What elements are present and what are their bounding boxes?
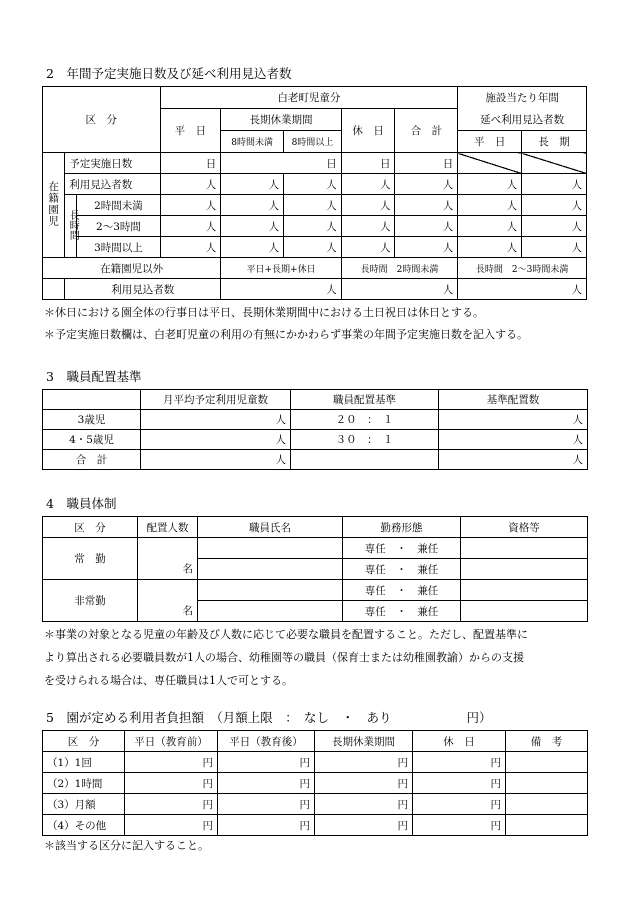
header-remarks: 備 考 bbox=[506, 731, 588, 752]
cell-unit: 人 bbox=[341, 237, 395, 258]
cell-unit: 円 bbox=[125, 752, 218, 773]
staffing-standard-table bbox=[42, 389, 588, 470]
cell-unit: 人 bbox=[439, 450, 588, 470]
cell-unit: 人 bbox=[221, 279, 342, 300]
cell-unit: 人 bbox=[458, 237, 522, 258]
cell-unit: 日 bbox=[395, 153, 458, 174]
row-riyo-label: 利用見込者数 bbox=[65, 174, 160, 195]
cell-unit: 人 bbox=[221, 237, 284, 258]
row-yotei-label: 予定実施日数 bbox=[65, 153, 160, 174]
header-under8: 8時間未満 bbox=[221, 131, 284, 153]
row-label: 4・5歳児 bbox=[43, 430, 141, 450]
cell-unit: 人 bbox=[458, 216, 522, 237]
cell-unit: 円 bbox=[315, 773, 413, 794]
cell-unit: 人 bbox=[221, 216, 284, 237]
name-cell bbox=[198, 559, 343, 580]
diagonal-cell bbox=[458, 153, 522, 174]
remarks-cell bbox=[506, 752, 588, 773]
qualification-cell bbox=[461, 559, 588, 580]
cell-unit: 人 bbox=[522, 195, 587, 216]
cell-unit: 人 bbox=[160, 237, 221, 258]
cell-ratio: ３０ ： １ bbox=[291, 430, 439, 450]
schedule-table bbox=[42, 86, 587, 300]
cell-unit: 日 bbox=[221, 153, 342, 174]
section-4-note-1: ＊事業の対象となる児童の年齢及び人数に応じて必要な職員を配置すること。ただし、配置基準に bbox=[44, 628, 528, 641]
name-cell bbox=[198, 601, 343, 622]
cell-unit: 円 bbox=[125, 794, 218, 815]
cell-unit: 人 bbox=[439, 430, 588, 450]
section-4-note-2: より算出される必要職員数が1人の場合、幼稚園等の職員（保育士または幼稚園教諭）からの支援 bbox=[44, 651, 524, 664]
cell-unit: 人 bbox=[395, 174, 458, 195]
other-header-3: 長時間 2～3時間未満 bbox=[458, 258, 587, 279]
header-before-edu: 平日（教育前） bbox=[125, 731, 218, 752]
cell-unit: 人 bbox=[439, 410, 588, 430]
work-form: 専任 ・ 兼任 bbox=[343, 580, 461, 601]
cell-unit: 円 bbox=[218, 815, 315, 836]
work-form: 専任 ・ 兼任 bbox=[343, 538, 461, 559]
side-zaiseki: 在籍園児 bbox=[43, 153, 65, 258]
side-choki: 長時間 bbox=[65, 195, 77, 258]
cell-unit: 人 bbox=[341, 195, 395, 216]
header-kubun: 区 分 bbox=[43, 731, 125, 752]
cell-unit: 人 bbox=[341, 216, 395, 237]
cell-unit: 人 bbox=[160, 195, 221, 216]
header-gokei: 合 計 bbox=[395, 109, 458, 153]
cell-unit: 円 bbox=[315, 794, 413, 815]
row-label: （4）その他 bbox=[43, 815, 125, 836]
blank-cell bbox=[43, 279, 65, 300]
qualification-cell bbox=[461, 580, 588, 601]
other-header-1: 平日+長期+休日 bbox=[221, 258, 342, 279]
section-2-title: 2 年間予定実施日数及び延べ利用見込者数 bbox=[46, 66, 292, 81]
cell-unit: 円 bbox=[315, 815, 413, 836]
cell-unit: 円 bbox=[218, 773, 315, 794]
name-cell bbox=[198, 580, 343, 601]
cell-unit: 円 bbox=[218, 794, 315, 815]
row-hijokin: 非常勤 bbox=[43, 580, 138, 622]
cell-unit: 人 bbox=[284, 216, 342, 237]
header-kyujitsu: 休 日 bbox=[341, 109, 395, 153]
cell-unit: 人 bbox=[522, 216, 587, 237]
cell-unit: 人 bbox=[141, 430, 291, 450]
header-heijitsu: 平 日 bbox=[160, 109, 221, 153]
section-5-title: 5 園が定める利用者負担額 （月額上限 ： なし ・ あり 円） bbox=[46, 710, 492, 725]
section-3-title: 3 職員配置基準 bbox=[46, 369, 142, 384]
header-facility-2: 延べ利用見込者数 bbox=[458, 109, 587, 131]
cell-ratio bbox=[291, 450, 439, 470]
cell-unit: 人 bbox=[160, 216, 221, 237]
header-kubun: 区 分 bbox=[43, 517, 138, 538]
cell-unit: 人 bbox=[160, 174, 221, 195]
section-4-note-3: を受けられる場合は、専任職員は1人で可とする。 bbox=[44, 674, 293, 687]
cell-unit: 円 bbox=[413, 794, 506, 815]
cell-unit: 円 bbox=[315, 752, 413, 773]
cell-unit: 名 bbox=[138, 538, 198, 580]
header-after-edu: 平日（教育後） bbox=[218, 731, 315, 752]
staff-structure-table bbox=[42, 516, 588, 622]
header-kubun: 区 分 bbox=[43, 87, 161, 153]
qualification-cell bbox=[461, 601, 588, 622]
cell-unit: 円 bbox=[125, 773, 218, 794]
header-facility-heijitsu: 平 日 bbox=[458, 131, 522, 153]
cell-unit: 円 bbox=[413, 773, 506, 794]
cell-unit: 円 bbox=[413, 815, 506, 836]
blank-cell bbox=[43, 390, 141, 410]
row-label: 合 計 bbox=[43, 450, 141, 470]
header-long-vacation: 長期休業期間 bbox=[315, 731, 413, 752]
cell-unit: 人 bbox=[395, 216, 458, 237]
cell-unit: 人 bbox=[458, 174, 522, 195]
remarks-cell bbox=[506, 773, 588, 794]
other-header-2: 長時間 2時間未満 bbox=[341, 258, 457, 279]
cell-unit: 人 bbox=[284, 237, 342, 258]
row-23h-label: 2～3時間 bbox=[77, 216, 160, 237]
cell-unit: 人 bbox=[341, 279, 457, 300]
diagonal-cell bbox=[522, 153, 587, 174]
cell-unit: 日 bbox=[341, 153, 395, 174]
cell-unit: 円 bbox=[218, 752, 315, 773]
cell-ratio: ２０ ： １ bbox=[291, 410, 439, 430]
header-ratio: 職員配置基準 bbox=[291, 390, 439, 410]
cell-unit: 日 bbox=[160, 153, 221, 174]
header-count: 配置人数 bbox=[138, 517, 198, 538]
row-label: （1）1回 bbox=[43, 752, 125, 773]
cell-unit: 人 bbox=[284, 174, 342, 195]
remarks-cell bbox=[506, 794, 588, 815]
header-qualification: 資格等 bbox=[461, 517, 588, 538]
cell-unit: 人 bbox=[522, 237, 587, 258]
header-choki: 長期休業期間 bbox=[221, 109, 342, 131]
other-riyo-label: 利用見込者数 bbox=[65, 279, 221, 300]
row-label: （2）1時間 bbox=[43, 773, 125, 794]
header-holiday: 休 日 bbox=[413, 731, 506, 752]
cell-unit: 人 bbox=[458, 195, 522, 216]
cell-unit: 人 bbox=[141, 450, 291, 470]
cell-unit: 人 bbox=[221, 195, 284, 216]
row-label: （3）月額 bbox=[43, 794, 125, 815]
cell-unit: 人 bbox=[458, 279, 587, 300]
cell-unit: 人 bbox=[221, 174, 284, 195]
cell-unit: 人 bbox=[395, 195, 458, 216]
name-cell bbox=[198, 538, 343, 559]
cell-unit: 円 bbox=[125, 815, 218, 836]
row-2h-label: 2時間未満 bbox=[77, 195, 160, 216]
cell-unit: 人 bbox=[141, 410, 291, 430]
header-facility-choki: 長 期 bbox=[522, 131, 587, 153]
section-2-note-1: ＊休日における園全体の行事日は平日、長期休業期間中における土日祝日は休日とする。 bbox=[44, 306, 484, 319]
header-name: 職員氏名 bbox=[198, 517, 343, 538]
cell-unit: 名 bbox=[138, 580, 198, 622]
row-label: 3歳児 bbox=[43, 410, 141, 430]
row-jokin: 常 勤 bbox=[43, 538, 138, 580]
cell-unit: 人 bbox=[341, 174, 395, 195]
section-4-title: 4 職員体制 bbox=[46, 496, 117, 511]
qualification-cell bbox=[461, 538, 588, 559]
user-fee-table bbox=[42, 730, 588, 836]
row-3h-label: 3時間以上 bbox=[77, 237, 160, 258]
work-form: 専任 ・ 兼任 bbox=[343, 559, 461, 580]
header-over8: 8時間以上 bbox=[284, 131, 342, 153]
cell-unit: 人 bbox=[395, 237, 458, 258]
remarks-cell bbox=[506, 815, 588, 836]
cell-unit: 人 bbox=[522, 174, 587, 195]
cell-unit: 人 bbox=[284, 195, 342, 216]
section-2-note-2: ＊予定実施日数欄は、白老町児童の利用の有無にかかわらず事業の年間予定実施日数を記入する。 bbox=[44, 328, 528, 341]
cell-unit: 円 bbox=[413, 752, 506, 773]
work-form: 専任 ・ 兼任 bbox=[343, 601, 461, 622]
other-label: 在籍園児以外 bbox=[43, 258, 221, 279]
header-avg-children: 月平均予定利用児童数 bbox=[141, 390, 291, 410]
header-shirao: 白老町児童分 bbox=[160, 87, 458, 109]
header-facility-1: 施設当たり年間 bbox=[458, 87, 587, 109]
header-standard-count: 基準配置数 bbox=[439, 390, 588, 410]
section-5-note: ＊該当する区分に記入すること。 bbox=[44, 839, 209, 852]
header-form: 勤務形態 bbox=[343, 517, 461, 538]
